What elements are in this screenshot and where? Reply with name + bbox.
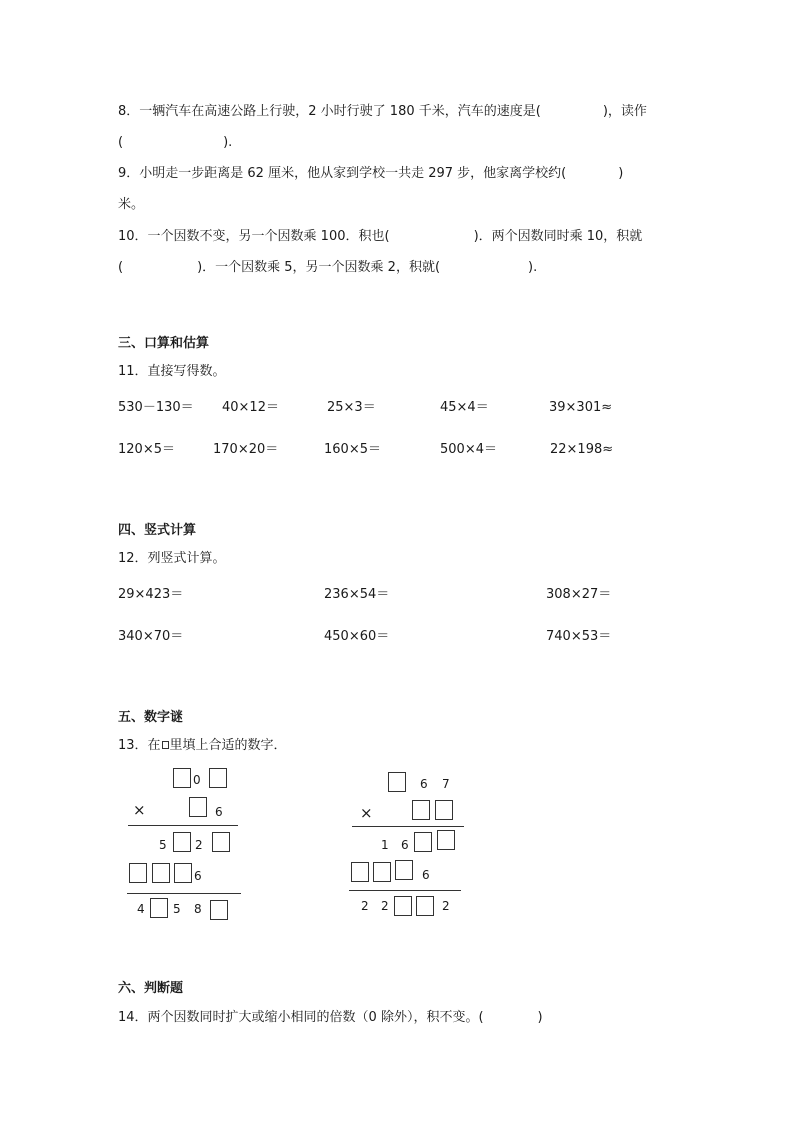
mental-math-item: 500×4＝ xyxy=(440,442,497,457)
divider-line xyxy=(349,890,461,891)
question-9-line1: 9．小明走一步距离是 62 厘米，他从家到学校一共走 297 步，他家离学校约( ) xyxy=(118,166,624,181)
section-3-heading: 三、口算和估算 xyxy=(118,336,210,351)
section-6-heading: 六、判断题 xyxy=(118,981,184,996)
times-sign: × xyxy=(360,804,373,822)
vertical-calc-item: 236×54＝ xyxy=(324,587,390,602)
digit-box[interactable] xyxy=(373,862,391,882)
question-11: 11．直接写得数。 xyxy=(118,364,226,379)
vertical-calc-item: 340×70＝ xyxy=(118,629,184,644)
section-4-heading: 四、竖式计算 xyxy=(118,523,197,538)
digit-box[interactable] xyxy=(416,896,434,916)
digit-box[interactable] xyxy=(435,800,453,820)
digit-box[interactable] xyxy=(174,863,192,883)
digit-box[interactable] xyxy=(394,896,412,916)
divider-line xyxy=(127,893,241,894)
mental-math-item: 170×20＝ xyxy=(213,442,279,457)
digit-box[interactable] xyxy=(351,862,369,882)
vertical-calc-item: 740×53＝ xyxy=(546,629,612,644)
question-14: 14．两个因数同时扩大或缩小相同的倍数（0 除外），积不变。( ) xyxy=(118,1010,543,1025)
mental-math-item: 120×5＝ xyxy=(118,442,175,457)
mental-math-item: 25×3＝ xyxy=(327,400,376,415)
section-5-heading: 五、数字谜 xyxy=(118,710,184,725)
mental-math-item: 530－130＝ xyxy=(118,400,194,415)
digit-box[interactable] xyxy=(395,860,413,880)
question-8-line1: 8．一辆汽车在高速公路上行驶，2 小时行驶了 180 千米，汽车的速度是( )，读作 xyxy=(118,104,647,119)
divider-line xyxy=(352,826,464,827)
digit-box[interactable] xyxy=(212,832,230,852)
mental-math-item: 160×5＝ xyxy=(324,442,381,457)
digit-box[interactable] xyxy=(129,863,147,883)
question-10-line2: ( )．一个因数乘 5，另一个因数乘 2，积就( ). xyxy=(118,260,538,275)
vertical-calc-item: 450×60＝ xyxy=(324,629,390,644)
mental-math-item: 22×198≈ xyxy=(550,442,614,457)
times-sign: × xyxy=(133,801,146,819)
question-9-line2: 米。 xyxy=(118,197,145,212)
question-12: 12．列竖式计算。 xyxy=(118,551,226,566)
question-8-line2: ( ). xyxy=(118,135,233,150)
question-13: 13．在 里填上合适的数字． xyxy=(118,738,287,753)
box-icon xyxy=(162,741,169,749)
divider-line xyxy=(128,825,238,826)
digit-box[interactable] xyxy=(210,900,228,920)
vertical-calc-item: 308×27＝ xyxy=(546,587,612,602)
digit-box[interactable] xyxy=(173,832,191,852)
digit-box[interactable] xyxy=(150,898,168,918)
mental-math-item: 45×4＝ xyxy=(440,400,489,415)
mental-math-item: 39×301≈ xyxy=(549,400,613,415)
mental-math-item: 40×12＝ xyxy=(222,400,279,415)
digit-box[interactable] xyxy=(437,830,455,850)
digit-box[interactable] xyxy=(209,768,227,788)
digit-box[interactable] xyxy=(173,768,191,788)
vertical-calc-item: 29×423＝ xyxy=(118,587,184,602)
digit-box[interactable] xyxy=(189,797,207,817)
digit-box[interactable] xyxy=(412,800,430,820)
question-10-line1: 10．一个因数不变，另一个因数乘 100．积也( )．两个因数同时乘 10，积就 xyxy=(118,229,643,244)
digit-box[interactable] xyxy=(152,863,170,883)
digit-box[interactable] xyxy=(414,832,432,852)
digit-box[interactable] xyxy=(388,772,406,792)
